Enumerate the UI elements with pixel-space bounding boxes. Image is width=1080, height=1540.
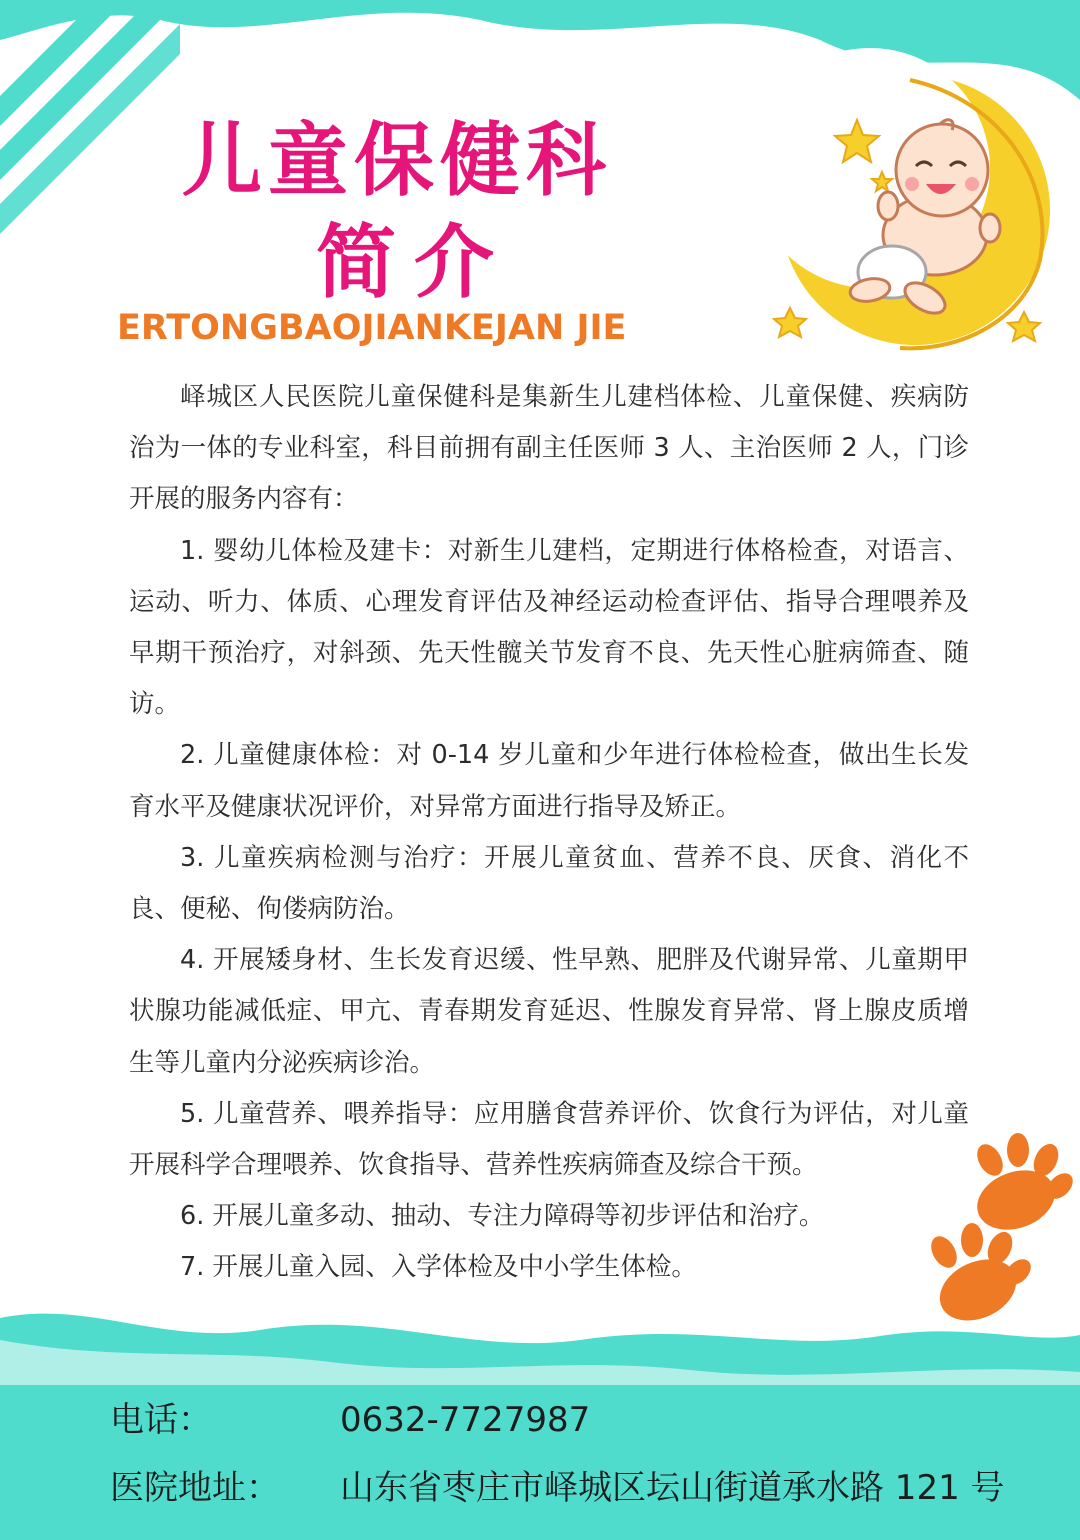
stripes-decor [0, 0, 180, 234]
pinyin-subtitle: ERTONGBAOJIANKEJAN JIE [117, 308, 627, 348]
service-item: 5. 儿童营养、喂养指导：应用膳食营养评价、饮食行为评估，对儿童开展科学合理喂养、饮食指导、营养性疾病筛查及综合干预。 [129, 1098, 969, 1181]
service-item: 1. 婴幼儿体检及建卡：对新生儿建档，定期进行体格检查，对语言、运动、听力、体质、心理发育评估及神经运动检查评估、指导合理喂养及早期干预治疗，对斜颈、先天性髋关节发育不良、先天性心脏病筛查、随访。 [129, 535, 969, 720]
address-line [110, 1460, 1005, 1509]
page-title-line2: 简介 [316, 216, 512, 309]
service-item: 6. 开展儿童多动、抽动、专注力障碍等初步评估和治疗。 [180, 1201, 825, 1232]
service-item: 4. 开展矮身材、生长发育迟缓、性早熟、肥胖及代谢异常、儿童期甲状腺功能减低症、甲亢、青春期发育延迟、性腺发育异常、肾上腺皮质增生等儿童内分泌疾病诊治。 [129, 945, 969, 1078]
moon-icon [750, 48, 1050, 348]
page-title: 儿童保健科 [182, 114, 612, 207]
service-item: 7. 开展儿童入园、入学体检及中小学生体检。 [180, 1252, 697, 1283]
service-item: 2. 儿童健康体检：对 0-14 岁儿童和少年进行体检检查，做出生长发育水平及健康状况评价，对异常方面进行指导及矫正。 [129, 740, 969, 822]
address-value: 山东省枣庄市峄城区坛山街道承水路 121 号 [340, 1468, 1005, 1508]
paw-print-icon [969, 1133, 1078, 1240]
address-label: 医院地址： [110, 1468, 280, 1508]
service-item: 3. 儿童疾病检测与治疗：开展儿童贫血、营养不良、厌食、消化不良、便秘、佝偻病防治。 [129, 842, 969, 925]
phone-number: 0632-7727987 [340, 1400, 591, 1440]
intro-content [129, 372, 969, 1294]
phone-line [110, 1392, 590, 1441]
intro-paragraph: 峄城区人民医院儿童保健科是集新生儿建档体检、儿童保健、疾病防治为一体的专业科室，科目前拥有副主任医师 3 人、主治医师 2 人，门诊开展的服务内容有： [129, 382, 969, 515]
phone-label: 电话： [110, 1400, 212, 1440]
